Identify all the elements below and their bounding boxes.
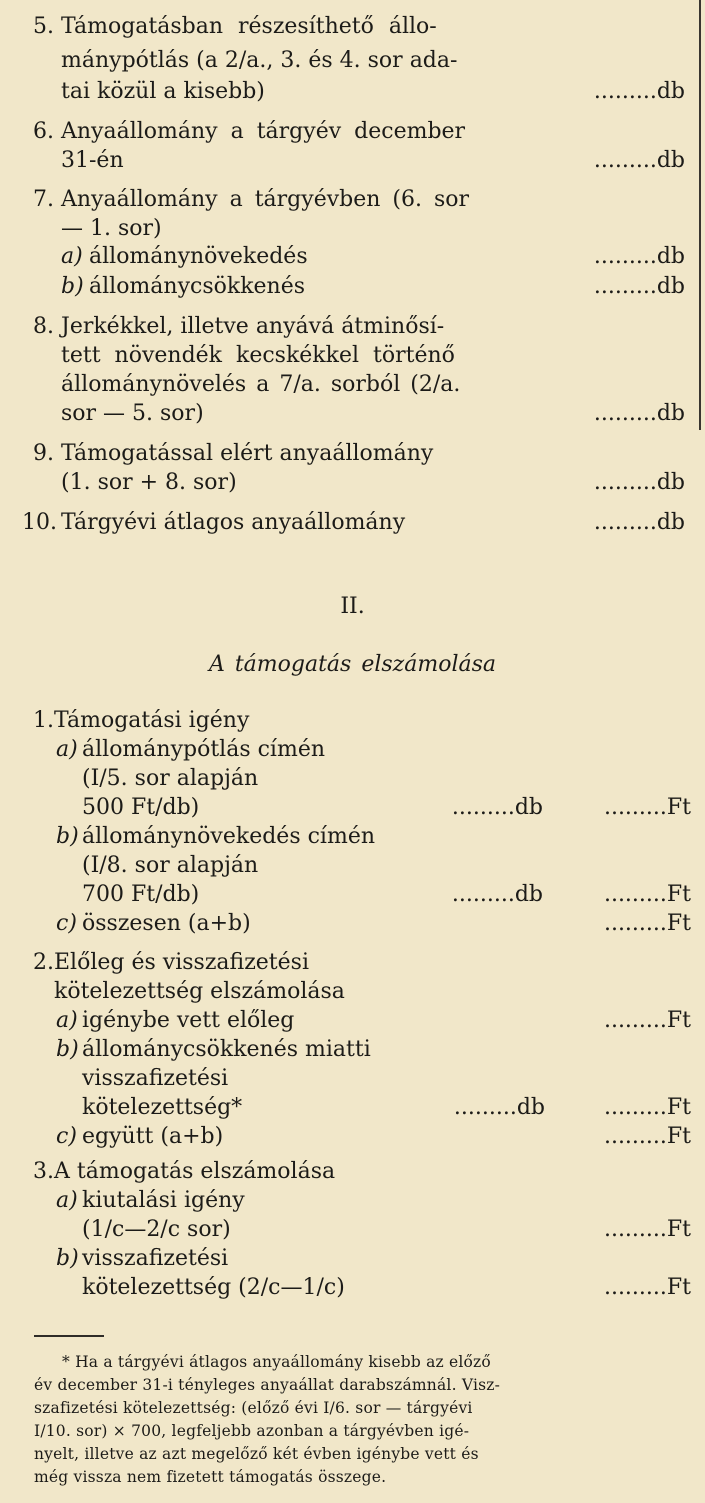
item-7b-letter: b): [61, 274, 84, 299]
item-9-line-1: Támogatással elért anyaállomány: [61, 441, 434, 466]
item-8-line-3: állománynövelés a 7/a. sorból (2/a.: [61, 372, 461, 397]
item-5-line-2: mánypótlás (a 2/a., 3. és 4. sor ada-: [61, 48, 458, 73]
ii-1b-line-1: állománynövekedés címén: [82, 824, 376, 849]
item-5-line-1: Támogatásban részesíthető állo-: [61, 14, 437, 39]
ii-1a-ft-field: .........Ft: [603, 795, 691, 820]
ii-2c-ft-field: .........Ft: [603, 1124, 691, 1149]
footnote-line-2: év december 31-i tényleges anyaállat darabszámnál. Visz-: [34, 1376, 501, 1394]
column-rule: [699, 0, 701, 430]
item-8-db-field: .........db: [593, 401, 685, 426]
ii-2c-letter: c): [56, 1124, 77, 1149]
item-6-line-2: 31-én: [61, 148, 124, 173]
footnote-line-3: szafizetési kötelezettség: (előző évi I/6. sor — tárgyévi: [34, 1399, 473, 1417]
item-7a-db-field: .........db: [593, 244, 685, 269]
item-10-db-field: .........db: [593, 510, 685, 535]
ii-1b-line-3: 700 Ft/db): [82, 882, 200, 907]
item-7a-text: állománynövekedés: [89, 244, 308, 269]
ii-2b-db-field: .........db: [453, 1095, 545, 1120]
ii-1a-line-3: 500 Ft/db): [82, 795, 200, 820]
item-9-line-2: (1. sor + 8. sor): [61, 470, 237, 495]
item-7b-text: állománycsökkenés: [89, 274, 306, 299]
ii-3-number: 3.: [33, 1159, 54, 1184]
footnote-line-4: I/10. sor) × 700, legfeljebb azonban a tárgyévben igé-: [34, 1422, 470, 1440]
ii-2a-text: igénybe vett előleg: [82, 1008, 295, 1033]
footnote-rule: [34, 1335, 104, 1337]
ii-1c-ft-field: .........Ft: [603, 911, 691, 936]
item-5-db-field: .........db: [593, 79, 685, 104]
ii-3a-line-1: kiutalási igény: [82, 1188, 245, 1213]
item-7a-letter: a): [61, 244, 83, 269]
ii-2b-letter: b): [56, 1037, 79, 1062]
footnote-line-5: nyelt, illetve az azt megelőző két évben igénybe vett és: [34, 1445, 479, 1463]
item-8-line-2: tett növendék kecskékkel történő: [61, 343, 455, 368]
section-title: A támogatás elszámolása: [208, 652, 497, 677]
ii-1b-line-2: (I/8. sor alapján: [82, 853, 259, 878]
item-7b-db-field: .........db: [593, 274, 685, 299]
item-5-line-3: tai közül a kisebb): [61, 79, 265, 104]
ii-1a-line-2: (I/5. sor alapján: [82, 766, 259, 791]
ii-2c-text: együtt (a+b): [82, 1124, 224, 1149]
item-6-number: 6.: [33, 119, 54, 144]
ii-1b-db-field: .........db: [451, 882, 543, 907]
ii-2b-line-1: állománycsökkenés miatti: [82, 1037, 371, 1062]
ii-1a-letter: a): [56, 737, 78, 762]
ii-3b-line-1: visszafizetési: [82, 1246, 229, 1271]
item-7-line-1: Anyaállomány a tárgyévben (6. sor: [61, 187, 470, 212]
ii-2a-ft-field: .........Ft: [603, 1008, 691, 1033]
item-9-db-field: .........db: [593, 470, 685, 495]
item-9-number: 9.: [33, 441, 54, 466]
item-5-number: 5.: [33, 14, 54, 39]
ii-3b-ft-field: .........Ft: [603, 1275, 691, 1300]
ii-3b-letter: b): [56, 1246, 79, 1271]
ii-1a-line-1: állománypótlás címén: [82, 737, 326, 762]
ii-2-number: 2.: [33, 950, 54, 975]
ii-3-title: A támogatás elszámolása: [54, 1159, 336, 1184]
item-10-line-1: Tárgyévi átlagos anyaállomány: [61, 510, 406, 535]
ii-2a-letter: a): [56, 1008, 78, 1033]
item-8-number: 8.: [33, 314, 54, 339]
ii-3a-letter: a): [56, 1188, 78, 1213]
ii-1-title: Támogatási igény: [54, 708, 250, 733]
ii-3b-line-2: kötelezettség (2/c—1/c): [82, 1275, 345, 1300]
ii-1c-letter: c): [56, 911, 77, 936]
item-7-line-2: — 1. sor): [61, 216, 162, 241]
item-6-line-1: Anyaállomány a tárgyév december: [61, 119, 466, 144]
item-8-line-1: Jerkékkel, illetve anyává átminősí-: [61, 314, 445, 339]
ii-2-line-1: Előleg és visszafizetési: [54, 950, 309, 975]
item-7-number: 7.: [33, 187, 54, 212]
ii-1b-ft-field: .........Ft: [603, 882, 691, 907]
item-6-db-field: .........db: [593, 148, 685, 173]
ii-3a-ft-field: .........Ft: [603, 1217, 691, 1242]
ii-1b-letter: b): [56, 824, 79, 849]
ii-1-number: 1.: [33, 708, 54, 733]
ii-2b-line-2: visszafizetési: [82, 1066, 229, 1091]
ii-3a-line-2: (1/c—2/c sor): [82, 1217, 231, 1242]
ii-2-line-2: kötelezettség elszámolása: [54, 979, 345, 1004]
ii-1a-db-field: .........db: [451, 795, 543, 820]
section-roman-numeral: II.: [340, 594, 365, 619]
ii-2b-line-3: kötelezettség*: [82, 1095, 243, 1120]
item-10-number: 10.: [22, 510, 57, 535]
footnote-line-1: * Ha a tárgyévi átlagos anyaállomány kisebb az előző: [62, 1353, 491, 1371]
item-8-line-4: sor — 5. sor): [61, 401, 204, 426]
footnote-line-6: még vissza nem fizetett támogatás összege.: [34, 1468, 387, 1486]
ii-1c-text: összesen (a+b): [82, 911, 251, 936]
ii-2b-ft-field: .........Ft: [603, 1095, 691, 1120]
